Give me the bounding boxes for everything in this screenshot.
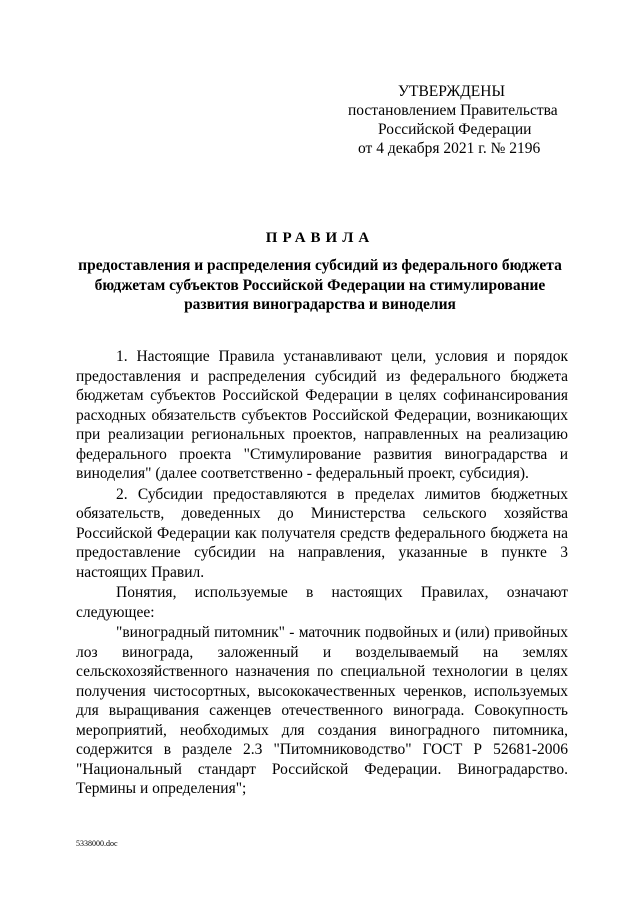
approval-line: постановлением Правительства	[348, 102, 558, 119]
paragraph-2: 2. Субсидии предоставляются в пределах лимитов бюджетных обязательств, доведенных до Министерства сельского хозяйства Российской Федерации как получателя средств федерального бюджета на предоставление субсидии на направления, указанные в пункте 3 настоящих Правил.	[76, 485, 568, 581]
paragraph-definitions-intro: Понятия, используемые в настоящих Правилах, означают следующее:	[76, 584, 568, 621]
paragraph-definition-vineyard-nursery: "виноградный питомник" - маточник подвойных и (или) привойных лоз винограда, заложенный и возделываемый на землях сельскохозяйственного назначения по специальной технологии в целях получения чистосортных, высококачественных черенков, используемых для выращивания саженцев отечественного винограда. Совокупность мероприятий, необходимых для создания виноградного питомника, содержится в разделе 2.3 "Питомниководство" ГОСТ Р 52681-2006 "Национальный стандарт Российской Федерации. Виноградарство. Термины и определения";	[76, 624, 568, 797]
document-title: ПРАВИЛА	[265, 230, 375, 246]
approval-line: от 4 декабря 2021 г. № 2196	[358, 140, 541, 157]
file-name-footer: 5338000.doc	[76, 839, 118, 848]
approval-block	[340, 82, 585, 158]
document-subtitle: предоставления и распределения субсидий из федерального бюджета бюджетам субъектов Российской Федерации на стимулирование развития виноградарства и виноделия	[78, 257, 562, 313]
paragraph-1: 1. Настоящие Правила устанавливают цели, условия и порядок предоставления и распределения субсидий из федерального бюджета бюджетам субъектов Российской Федерации в целях софинансирования расходных обязательств субъектов Российской Федерации, возникающих при реализации региональных проектов, направленных на реализацию федерального проекта "Стимулирование развития виноградарства и виноделия" (далее соответственно - федеральный проект, субсидия).	[76, 348, 568, 482]
document-body	[76, 347, 568, 799]
approval-line: Российской Федерации	[378, 121, 532, 138]
approval-heading: УТВЕРЖДЕНЫ	[398, 83, 505, 100]
